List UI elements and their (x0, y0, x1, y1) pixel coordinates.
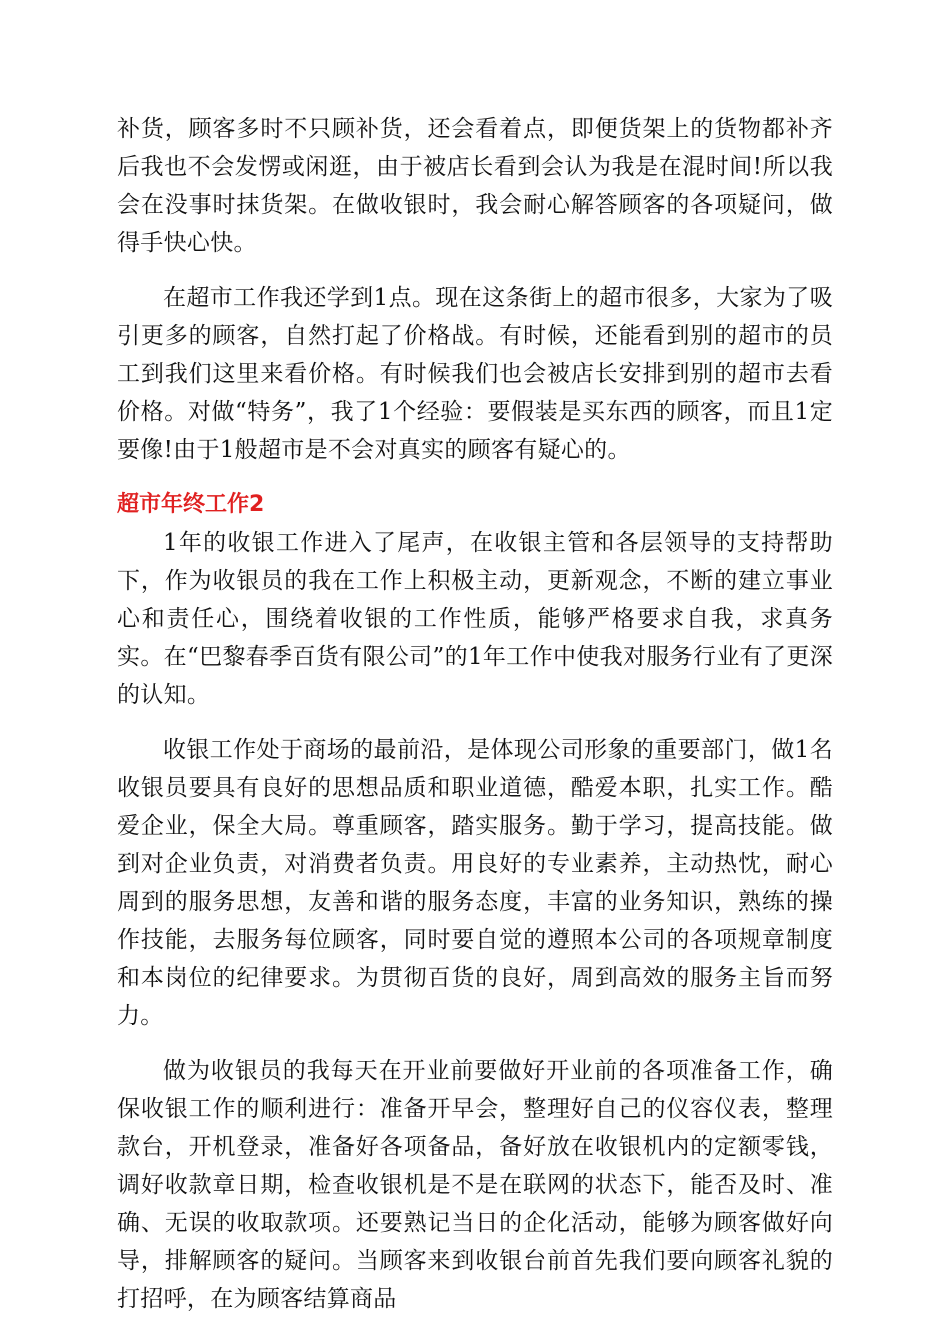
paragraph-daily-prep: 做为收银员的我每天在开业前要做好开业前的各项准备工作，确保收银工作的顺利进行：准备开早会，整理好自己的仪容仪表，整理款台，开机登录，准备好各项备品，备好放在收银机内的定额零钱，调好收款章日期，检查收银机是不是在联网的状态下，能否及时、准确、无误的收取款项。还要熟记当日的企化活动，能够为顾客做好向导，排解顾客的疑问。当顾客来到收银台前首先我们要向顾客礼貌的打招呼，在为顾客结算商品 (117, 1058, 833, 1312)
section-heading: 超市年终工作2 (117, 492, 265, 517)
paragraph-cashier-year: 1年的收银工作进入了尾声，在收银主管和各层领导的支持帮助下，作为收银员的我在工作上积极主动，更新观念，不断的建立事业心和责任心，围绕着收银的工作性质，能够严格要求自我，求真务实。在“巴黎春季百货有限公司”的1年工作中使我对服务行业有了更深的认知。 (117, 530, 833, 708)
paragraph-cashier-role: 收银工作处于商场的最前沿，是体现公司形象的重要部门，做1名收银员要具有良好的思想品质和职业道德，酷爱本职，扎实工作。酷爱企业，保全大局。尊重顾客，踏实服务。勤于学习，提高技能。做到对企业负责，对消费者负责。用良好的专业素养，主动热忱，耐心周到的服务思想，友善和谐的服务态度，丰富的业务知识，熟练的操作技能，去服务每位顾客，同时要自觉的遵照本公司的各项规章制度和本岗位的纪律要求。为贯彻百货的良好，周到高效的服务主旨而努力。 (117, 737, 833, 1029)
paragraph-restock: 补货，顾客多时不只顾补货，还会看着点，即便货架上的货物都补齐后我也不会发愣或闲逛，由于被店长看到会认为我是在混时间!所以我会在没事时抹货架。在做收银时，我会耐心解答顾客的各项疑问，做得手快心快。 (117, 116, 833, 256)
document-body (117, 110, 833, 1318)
paragraph-price-war: 在超市工作我还学到1点。现在这条街上的超市很多，大家为了吸引更多的顾客，自然打起了价格战。有时候，还能看到别的超市的员工到我们这里来看价格。有时候我们也会被店长安排到别的超市去看价格。对做“特务”，我了1个经验：要假装是买东西的顾客，而且1定要像!由于1般超市是不会对真实的顾客有疑心的。 (117, 285, 833, 463)
